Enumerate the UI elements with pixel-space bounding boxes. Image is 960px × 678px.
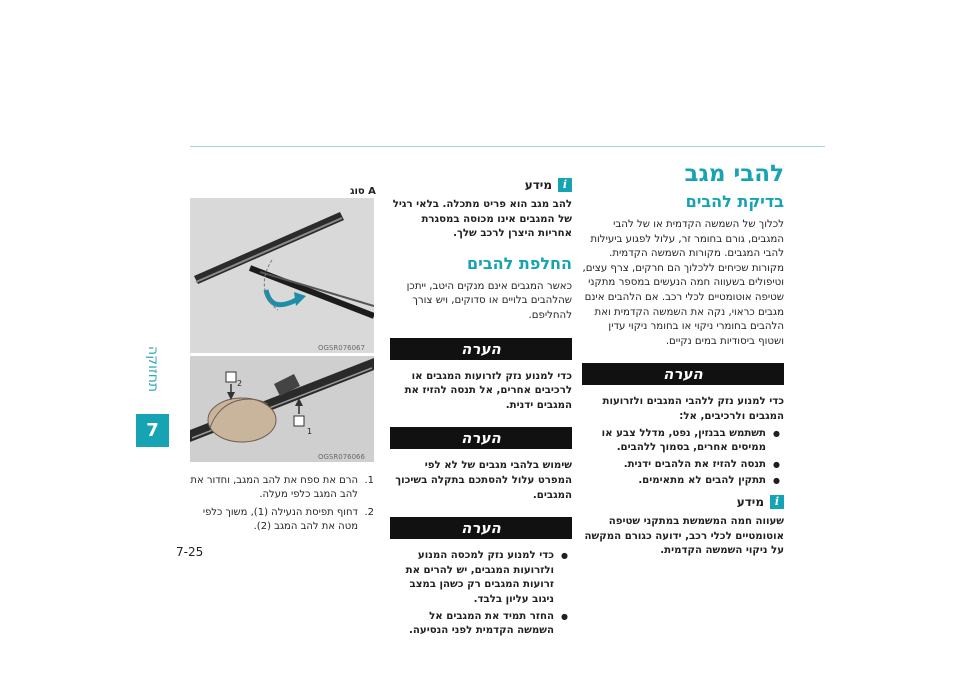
list-item: ● תנסה להזיז את הלהבים ידנית. bbox=[582, 458, 766, 473]
page-number: 7-25 bbox=[176, 545, 204, 559]
info-icon: i bbox=[558, 178, 572, 192]
list-item: ● תתקין להבים לא מתאימים. bbox=[582, 474, 766, 489]
info-icon: i bbox=[770, 495, 784, 509]
inspection-text: לכלוך של השמשה הקדמית או של להבי המגבים, גורם בחומר זר, עלול לפגוע ביעילות להבי המגבים. מקורות השמשה הקדמית. מקורות שכיחים ללכלוך הם חרקים, צרף עצים, וטיפולים בשעווה חמה הנעשים במספר מתקני שטיפה אוטומטיים לכלי רכב. אם הלהבים אינם מגבים כראוי, נקה את השמשה הקדמית ואת הלהבים בחומרי ניקוי או בחומר ניקוי עדין ושטוף ביסודיות במים נקיים. bbox=[582, 219, 784, 347]
step-text: דחוף תפיסת הנעילה (1), משוך כלפי מטה את להב המגב (2). bbox=[202, 507, 358, 532]
subsection-title: החלפת להבים bbox=[467, 253, 572, 273]
image-code: OGSR076066 bbox=[318, 453, 365, 461]
list-item bbox=[190, 506, 374, 534]
image-code: OGSR076067 bbox=[318, 344, 365, 352]
chapter-number: 7 bbox=[136, 414, 169, 447]
warning-text: כדי למנוע נזק לזרועות המגבים או לרכיבים אחרים, אל תנסה להזיז את המגבים ידנית. bbox=[404, 370, 572, 411]
warning-banner: הערה bbox=[390, 338, 572, 360]
figure-divider bbox=[190, 353, 374, 356]
replacement-text: כאשר המגבים אינם מנקים היטב, ייתכן שהלהבים בלויים או סדוקים, ויש צורך להחליפם. bbox=[406, 280, 572, 321]
figure-label: סוג A bbox=[350, 186, 376, 197]
list-item: ● החזר תמיד את המגבים אל השמשה הקדמית לפני הנסיעה. bbox=[390, 610, 554, 639]
warning-banner: הערה bbox=[582, 363, 784, 385]
callout-1: 1 bbox=[307, 427, 313, 436]
info-title: מידע bbox=[524, 178, 552, 192]
warning-list bbox=[582, 427, 784, 489]
chapter-label: תחזוקה bbox=[145, 345, 161, 393]
wiper-figure bbox=[190, 198, 374, 462]
info-header bbox=[390, 178, 572, 192]
info-text: שעווה חמה המשמשת במתקני שטיפה אוטומטיים לכלי רכב, ידועה כגורם המקשה על ניקוי השמשה הקדמית. bbox=[584, 515, 784, 557]
warning-banner: הערה bbox=[390, 427, 572, 449]
step-text: הרם את ספח את להב המגב, וחדור את להב המגב כלפי מעלה. bbox=[190, 475, 358, 500]
list-item: ● תשתמש בבנזין, נפט, מדלל צבע או ממיסים אחרים, בסמוך ללהבים. bbox=[582, 427, 766, 456]
warning-banner: הערה bbox=[390, 517, 572, 539]
step-number: 2. bbox=[364, 507, 374, 518]
steps-list bbox=[190, 474, 374, 538]
warning-text: שימוש בלהבי מגבים של לא לפי המפרט עלול להסתכם בתקלה בשיכוך המגבים. bbox=[395, 460, 572, 501]
step-number: 1. bbox=[364, 475, 374, 486]
subsection-title: בדיקת להבים bbox=[685, 192, 784, 211]
info-header bbox=[582, 495, 784, 509]
column-wiper-inspection bbox=[582, 160, 784, 559]
chapter-tab bbox=[136, 330, 169, 460]
list-item: ● כדי למנוע נזק למכסה המנוע ולזרועות המגבים, יש להרים את זרועות המגבים רק כשהן במצב ניגוב עליון בלבד. bbox=[390, 549, 554, 607]
header-rule bbox=[190, 146, 825, 147]
info-text: להב מגב הוא פריט מתכלה. בלאי רגיל של המגבים אינו מכוסה במסגרת אחריות היצרן לרכב שלך. bbox=[392, 199, 572, 240]
callout-2: 2 bbox=[237, 379, 243, 388]
section-title: להבי מגב bbox=[684, 161, 784, 187]
list-item bbox=[190, 474, 374, 502]
info-title: מידע bbox=[736, 494, 764, 509]
wiper-illustration bbox=[190, 198, 374, 462]
column-blade-replacement bbox=[390, 178, 572, 641]
warning-intro: כדי למנוע נזק ללהבי המגבים ולזרועות המגבים ולרכיבים, אל: bbox=[602, 396, 784, 422]
warning-list bbox=[390, 549, 572, 639]
